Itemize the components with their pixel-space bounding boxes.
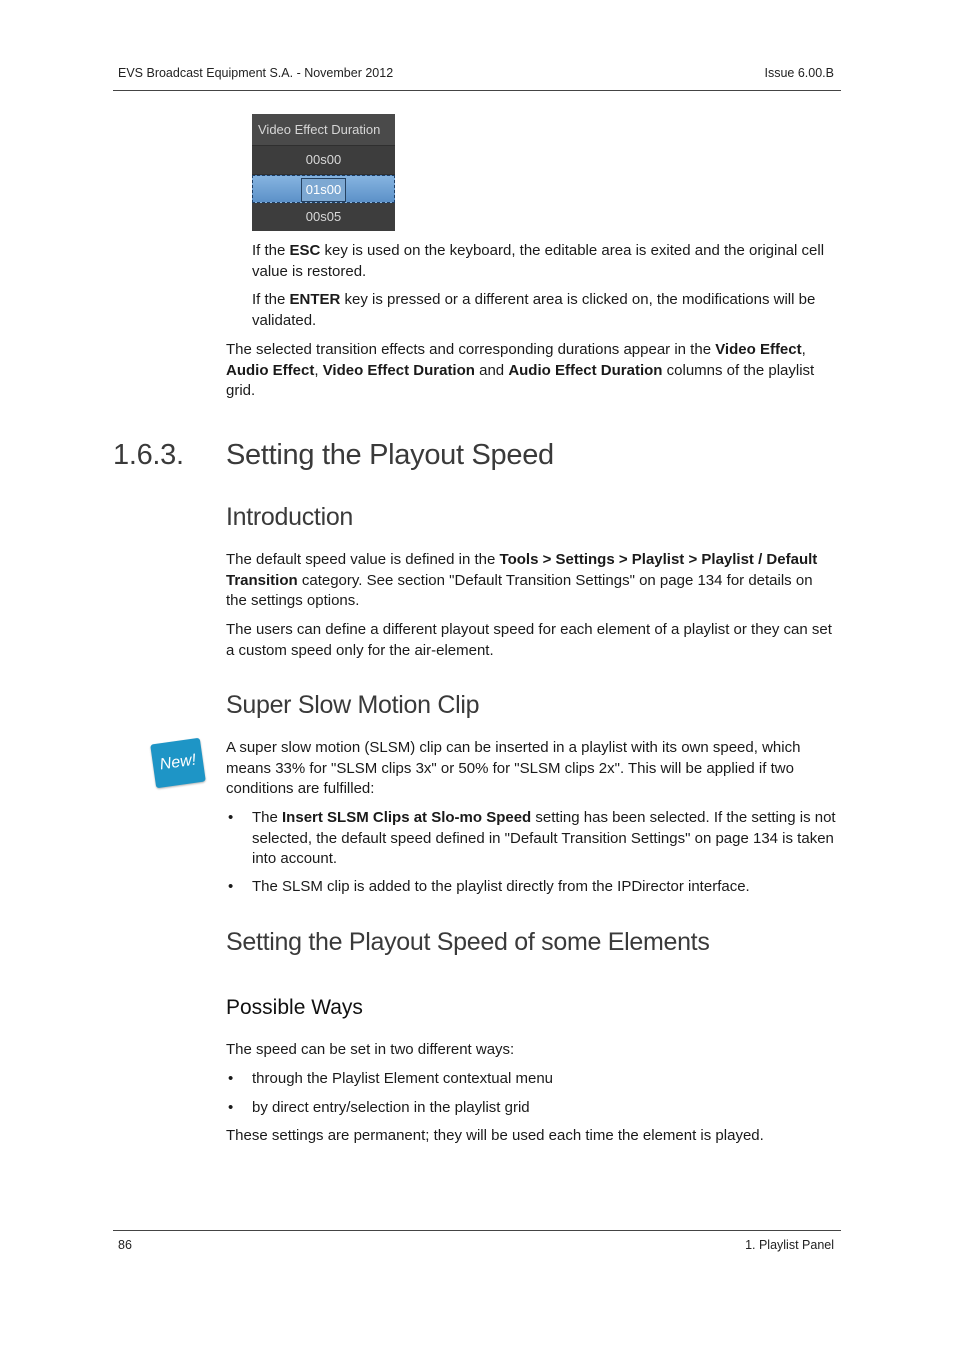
permanent-paragraph: These settings are permanent; they will be used each time the element is played. — [226, 1127, 764, 1144]
header-left: EVS Broadcast Equipment S.A. - November 2012 — [118, 66, 394, 80]
enter-paragraph: If the ENTER key is pressed or a different area is clicked on, the modifications will be validated. — [252, 291, 816, 329]
widget-cell-selected-value: 01s00 — [301, 178, 346, 202]
intro-paragraph-2: The users can define a different playout speed for each element of a playlist or they can set a custom speed only for the air-element. — [226, 621, 832, 659]
slsm-paragraph: A super slow motion (SLSM) clip can be inserted in a playlist with its own speed, which means 33% for "SLSM clips 3x" or 50% for "SLSM clips 2x". This will be applied if two conditions are fulfilled: — [226, 739, 801, 797]
header-rule — [113, 90, 841, 91]
footer-rule — [113, 1230, 841, 1231]
slsm-bullet-2: The SLSM clip is added to the playlist directly from the IPDirector interface. — [252, 878, 750, 895]
bullet-marker: • — [228, 878, 234, 895]
section-number: 1.6.3. — [113, 439, 184, 471]
intro-heading: Introduction — [226, 503, 354, 531]
video-effect-duration-widget — [252, 114, 395, 231]
widget-cell-selected[interactable] — [252, 175, 395, 203]
bullet-marker: • — [228, 1099, 234, 1116]
section-title: Setting the Playout Speed — [226, 439, 554, 471]
widget-title: Video Effect Duration — [252, 114, 395, 146]
widget-cell[interactable]: 00s05 — [305, 209, 342, 224]
widget-cell[interactable]: 00s00 — [252, 146, 395, 175]
header-right: Issue 6.00.B — [764, 66, 834, 80]
bullet-marker: • — [228, 1070, 234, 1087]
elements-heading: Setting the Playout Speed of some Elements — [226, 928, 710, 956]
bullet-marker: • — [228, 809, 234, 826]
slsm-heading: Super Slow Motion Clip — [226, 691, 480, 719]
esc-paragraph: If the ESC key is used on the keyboard, the editable area is exited and the original cell value is restored. — [252, 242, 825, 280]
slsm-bullet-1: The Insert SLSM Clips at Slo-mo Speed setting has been selected. If the setting is not selected, the default speed defined in "Default Transition Settings" on page 134 is taken into account. — [252, 809, 836, 867]
ways-bullet-1: through the Playlist Element contextual menu — [252, 1070, 554, 1087]
footer-chapter: 1. Playlist Panel — [745, 1238, 834, 1252]
ways-bullet-2: by direct entry/selection in the playlist grid — [252, 1099, 530, 1116]
new-badge-icon: New! — [150, 738, 206, 789]
page-number: 86 — [118, 1238, 132, 1252]
ways-intro: The speed can be set in two different ways: — [226, 1041, 515, 1058]
columns-paragraph: The selected transition effects and corresponding durations appear in the Video Effect, Audio Effect, Video Effect Duration and Audio Effect Duration columns of the playlist grid. — [226, 341, 815, 399]
possible-ways-heading: Possible Ways — [226, 996, 363, 1019]
intro-paragraph-1: The default speed value is defined in the Tools > Settings > Playlist > Playlist / Default Transition category. See section "Default Transition Settings" on page 134 for details on the settings options. — [226, 551, 818, 609]
